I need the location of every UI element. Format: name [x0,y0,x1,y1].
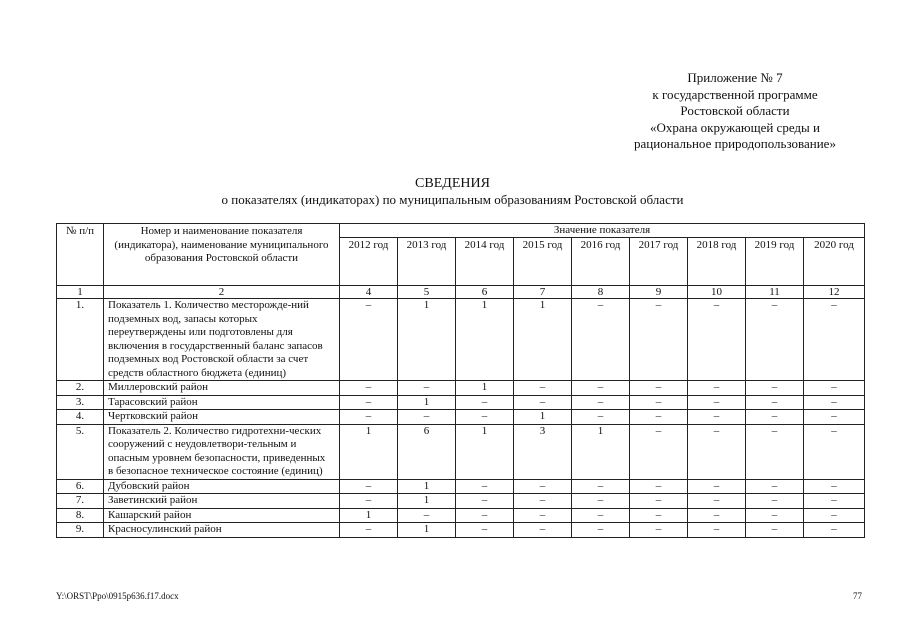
column-number: 4 [340,286,398,299]
row-value: – [340,479,398,494]
row-value: – [572,395,630,410]
table-row [57,381,865,396]
row-value: – [572,494,630,509]
document-title: СВЕДЕНИЯ [415,176,490,191]
row-value: – [340,523,398,538]
row-value: 1 [398,395,456,410]
row-number: 2. [57,381,104,396]
column-number: 11 [746,286,804,299]
indicators-table [56,223,865,538]
row-value: 1 [456,381,514,396]
row-value: – [340,299,398,381]
row-value: – [804,424,865,479]
column-number: 12 [804,286,865,299]
row-value: – [688,424,746,479]
row-value: – [514,381,572,396]
header-year: 2020 год [804,238,865,286]
row-value: – [514,523,572,538]
row-value: – [398,381,456,396]
row-value: – [630,494,688,509]
column-number: 1 [57,286,104,299]
row-number: 4. [57,410,104,425]
row-value: 1 [398,479,456,494]
header-year: 2017 год [630,238,688,286]
row-value: – [746,424,804,479]
row-value: 1 [398,523,456,538]
row-name: Кашарский район [104,508,340,523]
row-value: – [456,410,514,425]
row-value: – [630,523,688,538]
row-value: – [514,494,572,509]
row-value: – [572,523,630,538]
row-value: 1 [340,424,398,479]
column-numbers-row [57,286,865,299]
header-year: 2012 год [340,238,398,286]
row-value: – [630,410,688,425]
row-value: – [456,494,514,509]
row-name: Тарасовский район [104,395,340,410]
row-value: – [572,479,630,494]
row-value: – [804,494,865,509]
header-year: 2014 год [456,238,514,286]
row-number: 5. [57,424,104,479]
appendix-line: Ростовской области [680,103,790,118]
row-value: – [630,479,688,494]
header-num: № п/п [57,224,104,286]
row-value: – [804,299,865,381]
header-year: 2013 год [398,238,456,286]
row-value: – [340,381,398,396]
row-value: – [572,299,630,381]
row-value: – [630,424,688,479]
header-year: 2015 год [514,238,572,286]
appendix-line: Приложение № 7 [687,70,783,85]
row-name: Показатель 2. Количество гидротехни-ческих сооружений с неудовлетвори-тельным и опасным уровнем безопасности, приведенных в безопасное техническое состояние (единиц) [104,424,340,479]
row-value: – [514,508,572,523]
row-value: – [804,381,865,396]
row-value: – [340,395,398,410]
page-number: 77 [853,591,862,601]
header-name: Номер и наименование показателя (индикатора), наименование муниципального образования Ростовской области [104,224,340,286]
row-value: – [456,479,514,494]
row-value: – [688,508,746,523]
table-row [57,424,865,479]
row-value: – [804,479,865,494]
row-value: – [688,381,746,396]
table-row [57,410,865,425]
row-value: – [514,479,572,494]
column-number: 6 [456,286,514,299]
row-value: – [572,381,630,396]
row-value: – [688,395,746,410]
column-number: 9 [630,286,688,299]
row-value: 1 [572,424,630,479]
appendix-heading [600,70,870,153]
row-value: 1 [514,299,572,381]
table-row [57,479,865,494]
row-value: – [456,395,514,410]
header-year: 2019 год [746,238,804,286]
row-value: 1 [514,410,572,425]
row-value: – [398,410,456,425]
column-number: 5 [398,286,456,299]
row-value: – [340,494,398,509]
row-value: – [630,299,688,381]
row-value: – [572,508,630,523]
row-name: Показатель 1. Количество месторожде-ний подземных вод, запасы которых переутверждены или подготовлены для включения в государственный баланс запасов подземных вод Ростовской области за счет средств областного бюджета (единиц) [104,299,340,381]
row-value: – [398,508,456,523]
appendix-line: рациональное природопользование» [634,136,836,151]
row-number: 9. [57,523,104,538]
row-value: – [514,395,572,410]
table-row [57,523,865,538]
row-value: – [630,508,688,523]
row-name: Миллеровский район [104,381,340,396]
column-number: 8 [572,286,630,299]
row-value: – [746,381,804,396]
row-value: – [746,508,804,523]
table-row [57,494,865,509]
row-value: – [456,508,514,523]
row-value: – [688,494,746,509]
header-year: 2016 год [572,238,630,286]
column-number: 7 [514,286,572,299]
table-row [57,395,865,410]
row-name: Дубовский район [104,479,340,494]
appendix-line: к государственной программе [652,86,818,102]
row-value: – [630,381,688,396]
row-number: 8. [57,508,104,523]
row-value: – [746,523,804,538]
row-value: – [746,479,804,494]
row-value: 1 [398,494,456,509]
row-name: Красносулинский район [104,523,340,538]
table-row [57,299,865,381]
table-row [57,508,865,523]
row-number: 3. [57,395,104,410]
row-value: – [456,523,514,538]
row-number: 1. [57,299,104,381]
row-value: – [688,479,746,494]
row-value: 1 [456,299,514,381]
row-value: – [804,410,865,425]
row-value: – [746,395,804,410]
row-name: Чертковский район [104,410,340,425]
row-value: – [746,299,804,381]
table-body [57,286,865,538]
row-value: 1 [340,508,398,523]
column-number: 2 [104,286,340,299]
row-value: – [688,299,746,381]
row-value: – [688,523,746,538]
row-value: 1 [398,299,456,381]
appendix-line: «Охрана окружающей среды и [650,119,820,135]
row-number: 7. [57,494,104,509]
header-year: 2018 год [688,238,746,286]
row-value: – [804,508,865,523]
row-value: – [746,494,804,509]
row-value: – [572,410,630,425]
document-subtitle: о показателях (индикаторах) по муниципальным образованиям Ростовской области [221,192,684,207]
row-value: – [804,523,865,538]
row-value: – [746,410,804,425]
file-path: Y:\ORST\Ppo\0915p636.f17.docx [56,591,179,601]
row-value: – [630,395,688,410]
row-value: 6 [398,424,456,479]
row-name: Заветинский район [104,494,340,509]
row-value: – [340,410,398,425]
header-value-group: Значение показателя [340,224,865,238]
column-number: 10 [688,286,746,299]
row-number: 6. [57,479,104,494]
row-value: – [688,410,746,425]
row-value: 1 [456,424,514,479]
row-value: 3 [514,424,572,479]
row-value: – [804,395,865,410]
